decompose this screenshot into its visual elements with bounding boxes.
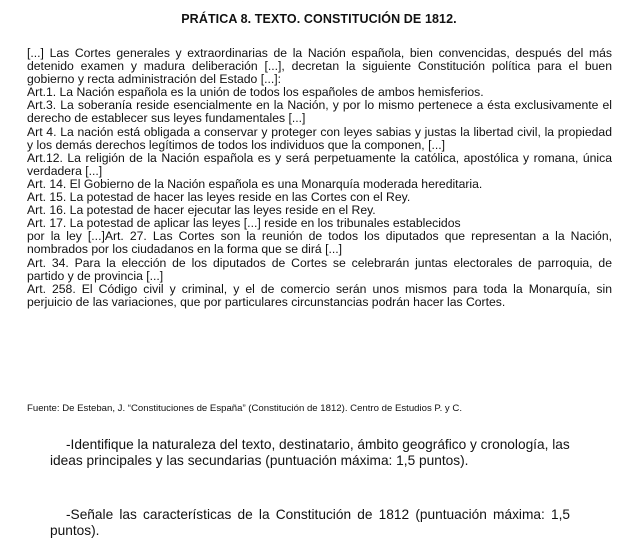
question-1-text: -Identifique la naturaleza del texto, destinatario, ámbito geográfico y cronología, las ideas principales y las secundarias (puntuación máxima: 1,5 puntos). xyxy=(50,437,570,468)
constitution-text xyxy=(27,47,612,309)
article-27: por la ley [...]Art. 27. Las Cortes son la reunión de todos los diputados que representan a la Nación, nombrados por los ciudadanos en la forma que se dirá [...] xyxy=(27,229,612,257)
article-3: Art.3. La soberanía reside esencialmente en la Nación, y por lo mismo pertenece a ésta exclusivamente el derecho de establecer sus leyes fundamentales [...] xyxy=(27,98,612,126)
article-1: Art.1. La Nación española es la unión de todos los españoles de ambos hemisferios. xyxy=(27,85,484,100)
article-15: Art. 15. La potestad de hacer las leyes reside en las Cortes con el Rey. xyxy=(27,190,411,205)
article-12: Art.12. La religión de la Nación española es y será perpetuamente la católica, apostólica y romana, única verdadera [...] xyxy=(27,150,612,178)
article-14: Art. 14. El Gobierno de la Nación española es una Monarquía moderada hereditaria. xyxy=(27,176,483,191)
article-17: Art. 17. La potestad de aplicar las leyes [...] reside en los tribunales establecidos xyxy=(27,216,461,231)
article-16: Art. 16. La potestad de hacer ejecutar las leyes reside en el Rey. xyxy=(27,203,376,218)
question-2 xyxy=(50,507,570,539)
document-title: PRÁTICA 8. TEXTO. CONSTITUCIÓN DE 1812. xyxy=(181,12,457,26)
article-258: Art. 258. El Código civil y criminal, y el de comercio serán unos mismos para toda la Monarquía, sin perjuicio de las variaciones, que por particulares circunstancias podrán hacer las Cortes. xyxy=(27,281,612,309)
source-citation: Fuente: De Esteban, J. “Constituciones de España” (Constitución de 1812). Centro de Estudios P. y C. xyxy=(27,403,462,414)
article-4: Art 4. La nación está obligada a conservar y proteger con leyes sabias y justas la libertad civil, la propiedad y los demás derechos legítimos de todos los individuos que la componen, [...] xyxy=(27,124,612,152)
question-1 xyxy=(50,437,570,469)
article-34: Art. 34. Para la elección de los diputados de Cortes se celebrarán juntas electorales de parroquia, de partido y de provincia [...] xyxy=(27,255,612,283)
preamble-paragraph: [...] Las Cortes generales y extraordinarias de la Nación española, bien convencidas, después del más detenido examen y madura deliberación [...], decretan la siguiente Constitución política para el buen gobierno y recta administración del Estado [...]: xyxy=(27,46,612,87)
question-2-text: -Señale las características de la Constitución de 1812 (puntuación máxima: 1,5 puntos). xyxy=(50,507,570,538)
